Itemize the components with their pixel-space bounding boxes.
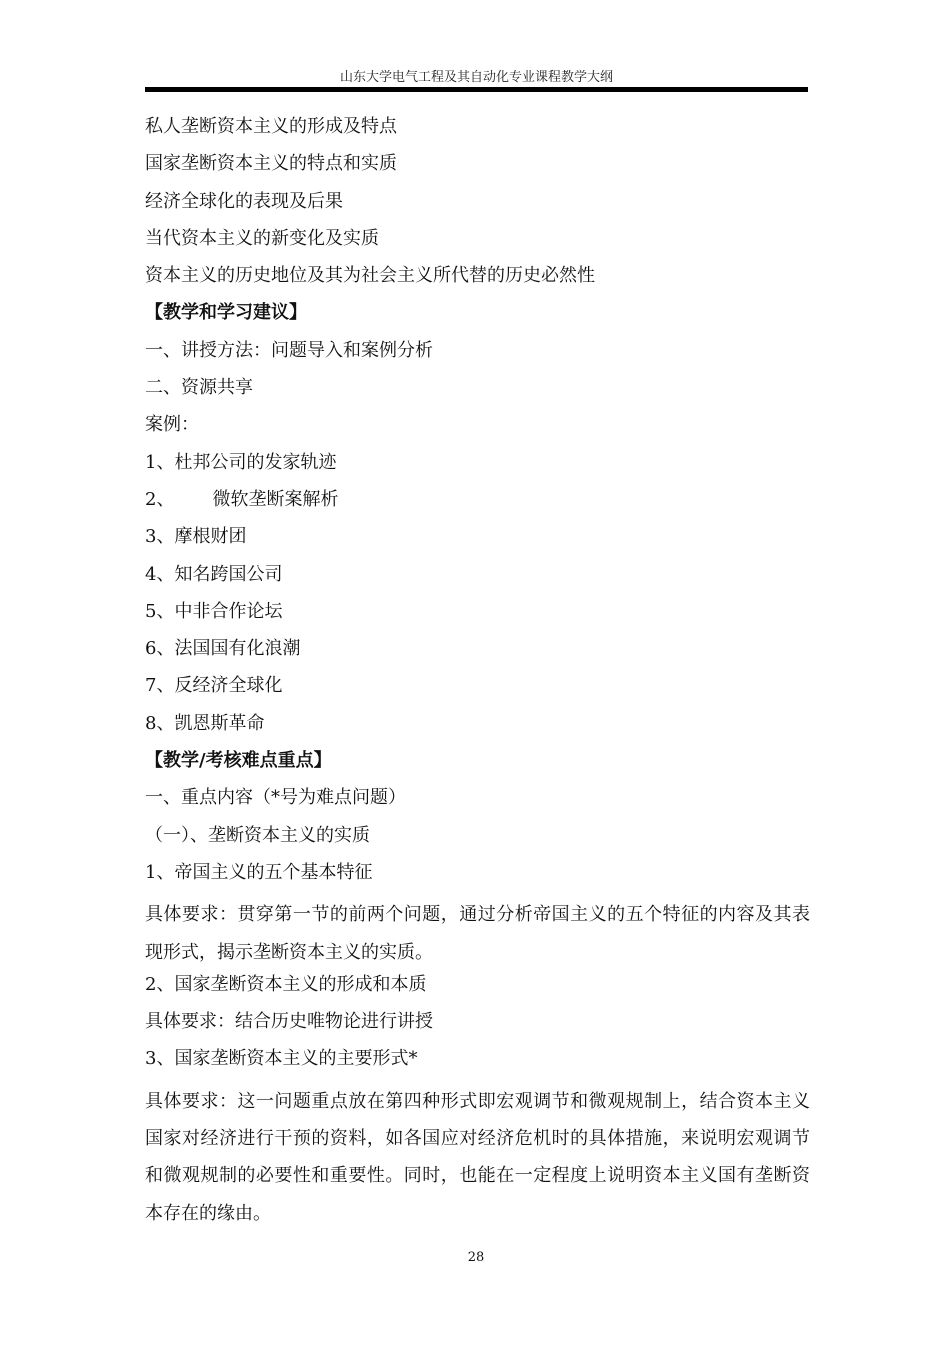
text-line: 当代资本主义的新变化及实质: [145, 227, 379, 249]
text-line: 3、国家垄断资本主义的主要形式*: [145, 1048, 418, 1070]
case-text: 微软垄断案解析: [212, 488, 339, 510]
page-number: 28: [467, 1250, 485, 1265]
case-item: 8、凯恩斯革命: [145, 712, 265, 734]
text-line: 私人垄断资本主义的形成及特点: [145, 116, 397, 137]
case-item: 3、摩根财团: [145, 526, 247, 548]
text-line: （一）、垄断资本主义的实质: [145, 824, 370, 846]
text-line: 二、资源共享: [145, 377, 253, 399]
text-line: 具体要求：结合历史唯物论进行讲授: [145, 1011, 433, 1033]
paragraph: 具体要求：这一问题重点放在第四种形式即宏观调节和微观规制上，结合资本主义国家对经济进行干预的资料，如各国应对经济危机时的具体措施，来说明宏观调节和微观规制的必要性和重要性。同时，也能在一定程度上说明资本主义国有垄断资本存在的缘由。: [145, 1090, 810, 1224]
page-header: 山东大学电气工程及其自动化专业课程教学大纲: [339, 70, 613, 85]
text-line: 经济全球化的表现及后果: [145, 190, 343, 212]
text-line: 一、重点内容（*号为难点问题）: [145, 787, 406, 809]
case-item: 4、知名跨国公司: [145, 563, 283, 585]
header-rule: [145, 87, 808, 92]
document-body: [145, 113, 810, 1232]
case-item: 6、法国国有化浪潮: [145, 638, 301, 660]
text-line: 资本主义的历史地位及其为社会主义所代替的历史必然性: [145, 265, 595, 287]
case-item: 1、杜邦公司的发家轨迹: [145, 451, 337, 473]
case-item: 7、反经济全球化: [145, 675, 283, 697]
section-heading: 【教学和学习建议】: [145, 302, 307, 324]
case-item: 5、中非合作论坛: [145, 600, 283, 622]
text-line: 1、帝国主义的五个基本特征: [145, 861, 373, 883]
case-number: 2、: [145, 488, 175, 510]
text-line: 国家垄断资本主义的特点和实质: [145, 153, 397, 175]
paragraph: 具体要求：贯穿第一节的前两个问题，通过分析帝国主义的五个特征的内容及其表现形式，揭示垄断资本主义的实质。: [145, 904, 810, 963]
text-line: 2、国家垄断资本主义的形成和本质: [145, 973, 427, 995]
section-heading: 【教学/考核难点重点】: [145, 750, 332, 772]
case-item: [145, 486, 810, 523]
text-line: 案例：: [145, 414, 199, 436]
text-line: 一、讲授方法：问题导入和案例分析: [145, 339, 433, 361]
